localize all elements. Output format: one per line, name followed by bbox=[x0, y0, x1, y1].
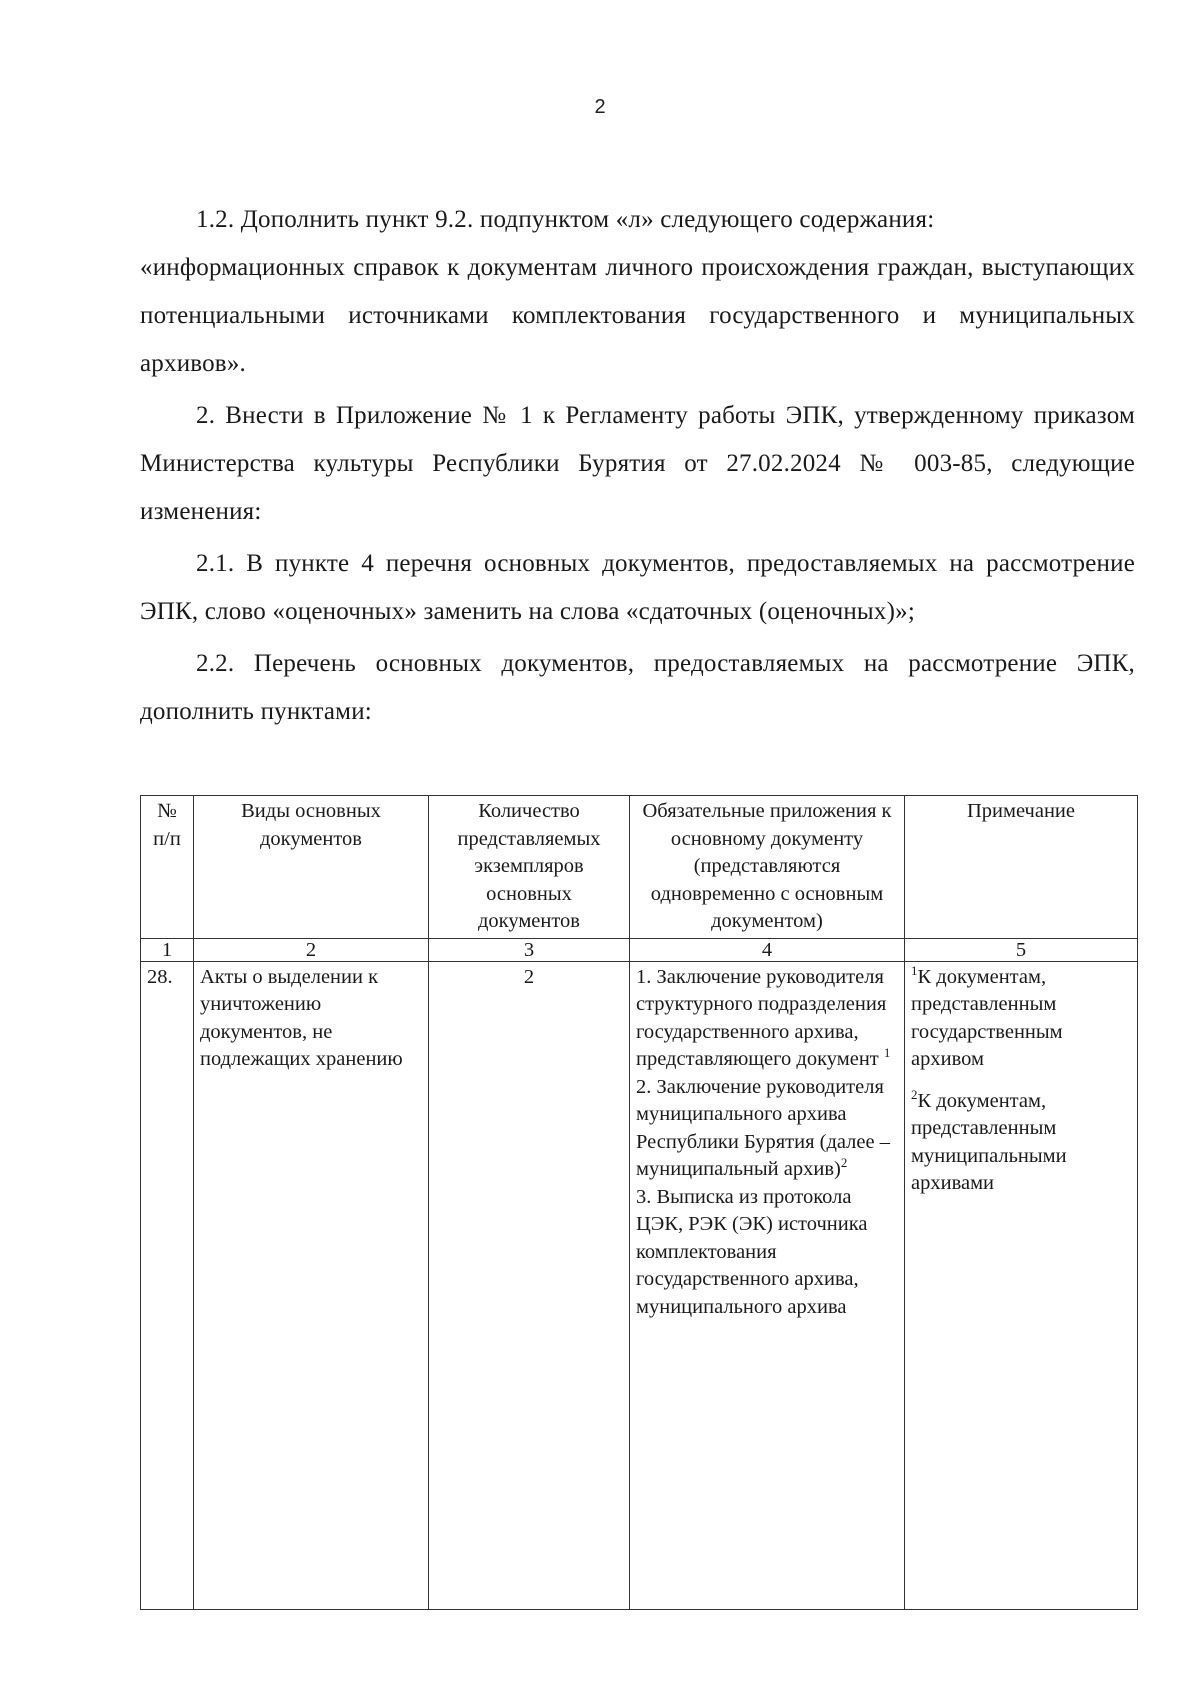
footnote-marker: 2 bbox=[911, 1086, 918, 1102]
paragraph-quote: «информационных справок к документам личного происхождения граждан, выступающих потенциальными источниками комплектования государственного и муниципальных архивов». bbox=[140, 254, 1135, 377]
attachment-item: 2. Заключение руководителя муниципального архива Республики Бурятия (далее – муниципальный архив)$^2$ bbox=[636, 1075, 890, 1180]
row-attachments bbox=[630, 961, 905, 1609]
header-note: Примечание bbox=[905, 796, 1138, 939]
document-body bbox=[140, 196, 1135, 736]
row-number: 28. bbox=[141, 961, 194, 1609]
column-number: 3 bbox=[429, 938, 630, 961]
row-copies: 2 bbox=[429, 961, 630, 1609]
footnote-marker: 2 bbox=[840, 1155, 848, 1171]
footnote-marker: 1 bbox=[911, 962, 918, 978]
column-number: 4 bbox=[630, 938, 905, 961]
column-number: 2 bbox=[194, 938, 429, 961]
header-number: № п/п bbox=[141, 796, 194, 939]
row-notes bbox=[905, 961, 1138, 1609]
row-document-type: Акты о выделении к уничтожению документов, не подлежащих хранению bbox=[194, 961, 429, 1609]
column-number-row bbox=[141, 938, 1138, 961]
paragraph-2-2: 2.2. Перечень основных документов, предоставляемых на рассмотрение ЭПК, дополнить пунктами: bbox=[140, 650, 1135, 725]
header-attachments: Обязательные приложения к основному документу (представляются одновременно с основным документом) bbox=[630, 796, 905, 939]
paragraph-2: 2. Внести в Приложение № 1 к Регламенту работы ЭПК, утвержденному приказом Министерства культуры Республики Бурятия от 27.02.2024 № 003-85, следующие изменения: bbox=[140, 402, 1135, 525]
attachment-item: 3. Выписка из протокола ЦЭК, РЭК (ЭК) источника комплектования государственного архива, муниципального архива bbox=[636, 1185, 868, 1318]
table-row bbox=[141, 961, 1138, 1609]
note-item: $^2$К документам, представленным муниципальными архивами bbox=[911, 1086, 1067, 1194]
column-number: 5 bbox=[905, 938, 1138, 961]
documents-table bbox=[140, 795, 1138, 1610]
header-document-types: Виды основных документов bbox=[194, 796, 429, 939]
column-number: 1 bbox=[141, 938, 194, 961]
attachment-item: 1. Заключение руководителя структурного подразделения государственного архива, представляющего документ $^1$ bbox=[636, 965, 891, 1070]
page-number: 2 bbox=[594, 96, 606, 118]
footnote-marker: 1 bbox=[883, 1045, 891, 1061]
paragraph-1-2: 1.2. Дополнить пункт 9.2. подпунктом «л» следующего содержания: bbox=[196, 206, 935, 233]
table-header-row bbox=[141, 796, 1138, 939]
note-item: $^1$К документам, представленным государственным архивом bbox=[911, 962, 1063, 1070]
header-copies: Количество представляемых экземпляров основных документов bbox=[429, 796, 630, 939]
paragraph-2-1: 2.1. В пункте 4 перечня основных документов, предоставляемых на рассмотрение ЭПК, слово «оценочных» заменить на слова «сдаточных (оценочных)»; bbox=[140, 550, 1135, 625]
